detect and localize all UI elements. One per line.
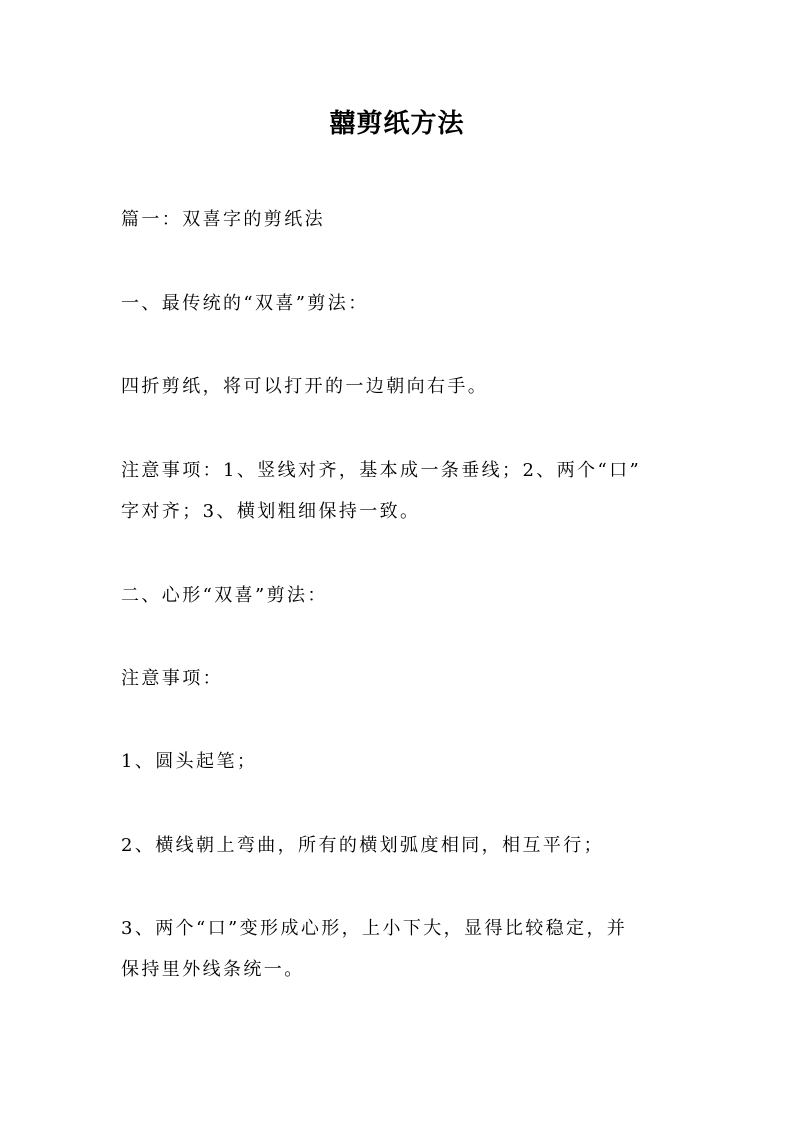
subheading-heart: 二、心形“双喜”剪法：: [121, 585, 328, 606]
list-item-2: 2、横线朝上弯曲，所有的横划弧度相同，相互平行；: [121, 835, 605, 856]
notes-label: 注意事项：: [121, 668, 223, 689]
paragraph-folding: 四折剪纸，将可以打开的一边朝向右手。: [121, 376, 489, 397]
paragraph-notes-line-1: 注意事项：1、竖线对齐，基本成一条垂线；2、两个“口”: [121, 460, 642, 481]
list-item-3-line-2: 保持里外线条统一。: [121, 959, 305, 980]
paragraph-notes-line-2: 字对齐；3、横划粗细保持一致。: [121, 501, 421, 522]
list-item-3-line-1: 3、两个“口”变形成心形，上小下大，显得比较稳定，并: [121, 918, 628, 939]
section-heading-1: 篇一：双喜字的剪纸法: [121, 209, 325, 230]
document-title: 囍剪纸方法: [329, 109, 465, 139]
subheading-traditional: 一、最传统的“双喜”剪法：: [121, 293, 369, 314]
list-item-1: 1、圆头起笔；: [121, 751, 258, 772]
